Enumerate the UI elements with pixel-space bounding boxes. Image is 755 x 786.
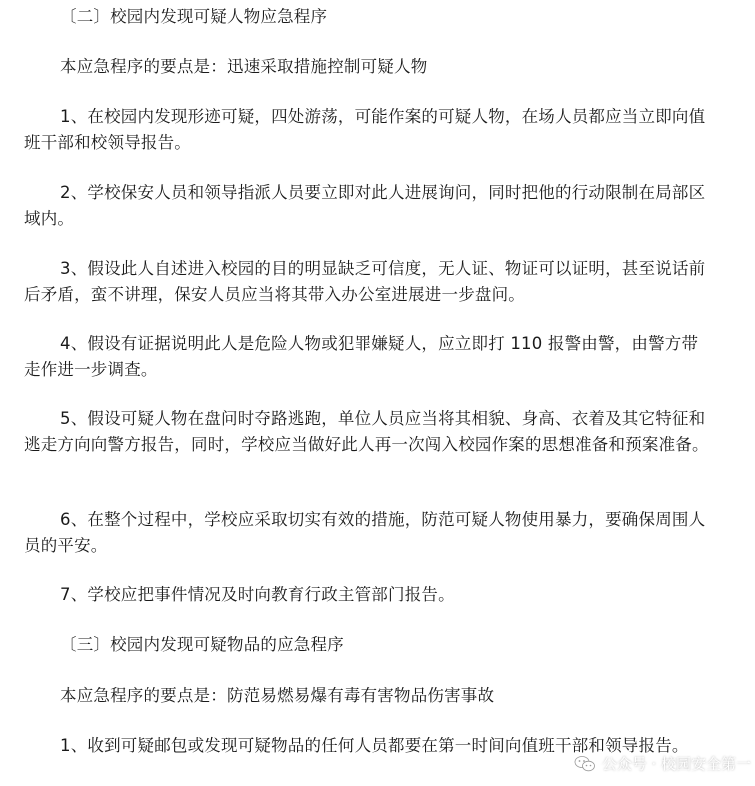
section-heading-2: 〔二〕校园内发现可疑人物应急程序 (60, 7, 328, 26)
watermark-text: 公众号 · 校园安全第一 (601, 755, 751, 773)
paragraph-item-3: 3、假设此人自述进入校园的目的明显缺乏可信度，无人证、物证可以证明，甚至说话前后矛盾，蛮不讲理，保安人员应当将其带入办公室进展进一步盘问。 (24, 259, 706, 304)
key-point-3: 本应急程序的要点是：防范易燃易爆有毒有害物品伤害事故 (60, 686, 495, 705)
section-heading-3: 〔三〕校园内发现可疑物品的应急程序 (60, 635, 344, 654)
wechat-icon (574, 755, 596, 773)
paragraph-item-6: 6、在整个过程中，学校应采取切实有效的措施，防范可疑人物使用暴力，要确保周围人员的平安。 (24, 510, 706, 555)
paragraph-item-4: 4、假设有证据说明此人是危险人物或犯罪嫌疑人，应立即打 110 报警由警，由警方带走作进一步调查。 (24, 334, 699, 379)
watermark (574, 753, 751, 774)
paragraph-item-5: 5、假设可疑人物在盘问时夺路逃跑，单位人员应当将其相貌、身高、衣着及其它特征和逃走方向向警方报告，同时，学校应当做好此人再一次闯入校园作案的思想准备和预案准备。 (24, 409, 709, 454)
key-point-2: 本应急程序的要点是：迅速采取措施控制可疑人物 (60, 57, 428, 76)
paragraph-item-2: 2、学校保安人员和领导指派人员要立即对此人进展询问，同时把他的行动限制在局部区域内。 (24, 183, 706, 228)
paragraph-item-3-1: 1、收到可疑邮包或发现可疑物品的任何人员都要在第一时间向值班干部和领导报告。 (60, 736, 689, 755)
paragraph-item-7: 7、学校应把事件情况及时向教育行政主管部门报告。 (60, 585, 455, 604)
paragraph-item-1: 1、在校园内发现形迹可疑，四处游荡，可能作案的可疑人物，在场人员都应当立即向值班干部和校领导报告。 (24, 107, 706, 152)
